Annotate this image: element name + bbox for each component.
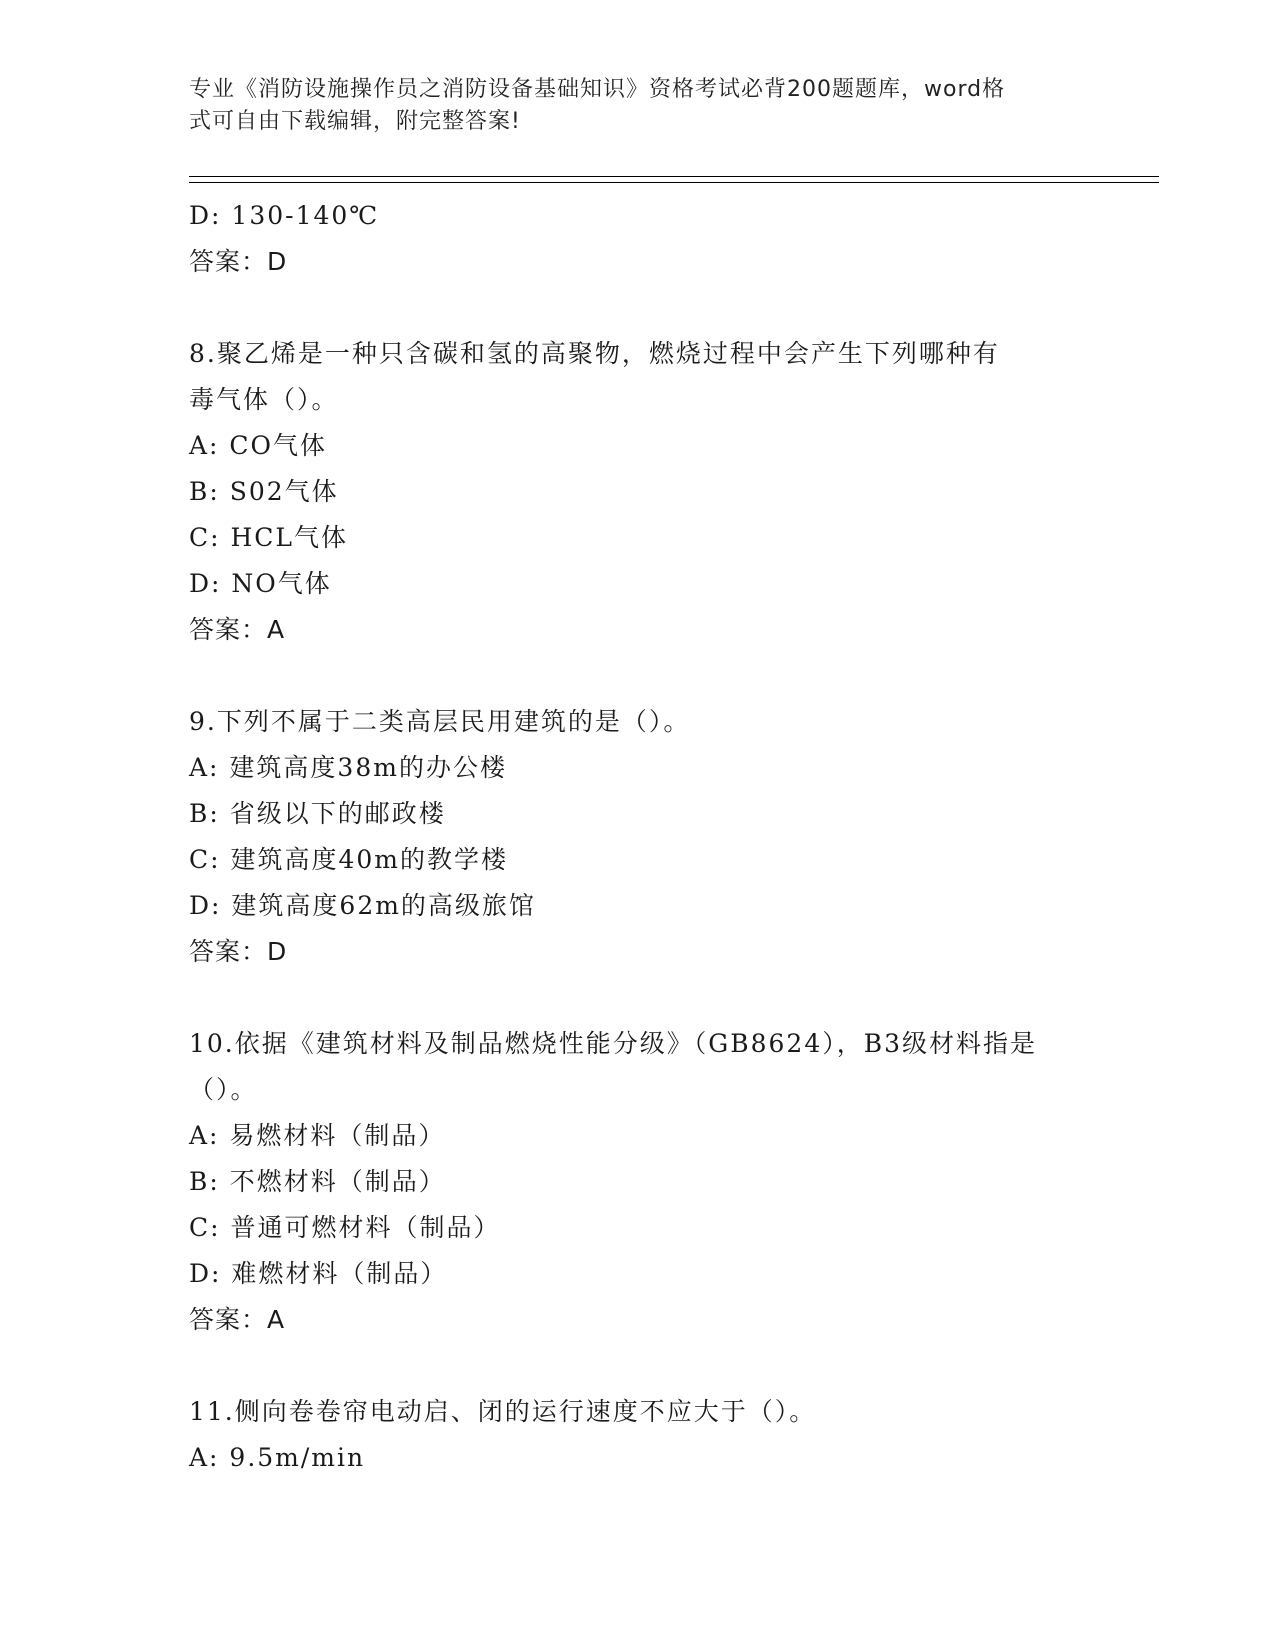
option-b: B: S02气体 — [189, 477, 339, 506]
option-c: C: 普通可燃材料（制品） — [189, 1213, 501, 1242]
option-b: B: 省级以下的邮政楼 — [189, 799, 446, 828]
option-c: C: 建筑高度40m的教学楼 — [189, 845, 509, 874]
header-divider-bottom — [189, 182, 1159, 183]
header-divider-top — [189, 176, 1159, 177]
option-d: D: NO气体 — [189, 569, 332, 598]
option-a: A: 建筑高度38m的办公楼 — [189, 753, 507, 782]
document-header — [189, 74, 1069, 138]
option-d: D: 130-140℃ — [189, 201, 380, 230]
option-d: D: 建筑高度62m的高级旅馆 — [189, 891, 536, 920]
option-b: B: 不燃材料（制品） — [189, 1167, 446, 1196]
question-stem: 11.侧向卷卷帘电动启、闭的运行速度不应大于（）。 — [189, 1397, 817, 1426]
option-c: C: HCL气体 — [189, 523, 349, 552]
question-11 — [189, 1389, 1089, 1481]
question-stem-continued: 毒气体（）。 — [189, 385, 339, 414]
question-stem: 10.依据《建筑材料及制品燃烧性能分级》（GB8624），B3级材料指是 — [189, 1029, 1038, 1058]
answer-line: 答案：A — [189, 615, 286, 644]
question-9 — [189, 699, 1089, 975]
question-stem-continued: （）。 — [189, 1075, 258, 1104]
question-10 — [189, 1021, 1089, 1343]
answer-line: 答案：D — [189, 247, 288, 276]
answer-line: 答案：D — [189, 937, 288, 966]
header-line-2: 式可自由下载编辑，附完整答案! — [189, 109, 521, 134]
header-line-1: 专业《消防设施操作员之消防设备基础知识》资格考试必背200题题库，word格 — [189, 77, 1006, 102]
question-list — [189, 193, 1089, 1481]
option-a: A: CO气体 — [189, 431, 328, 460]
option-a: A: 9.5m/min — [189, 1443, 366, 1472]
question-stem: 8.聚乙烯是一种只含碳和氢的高聚物，燃烧过程中会产生下列哪种有 — [189, 339, 1000, 368]
answer-line: 答案：A — [189, 1305, 286, 1334]
question-8 — [189, 331, 1089, 653]
question-stem: 9.下列不属于二类高层民用建筑的是（）。 — [189, 707, 691, 736]
option-d: D: 难燃材料（制品） — [189, 1259, 448, 1288]
option-a: A: 易燃材料（制品） — [189, 1121, 446, 1150]
